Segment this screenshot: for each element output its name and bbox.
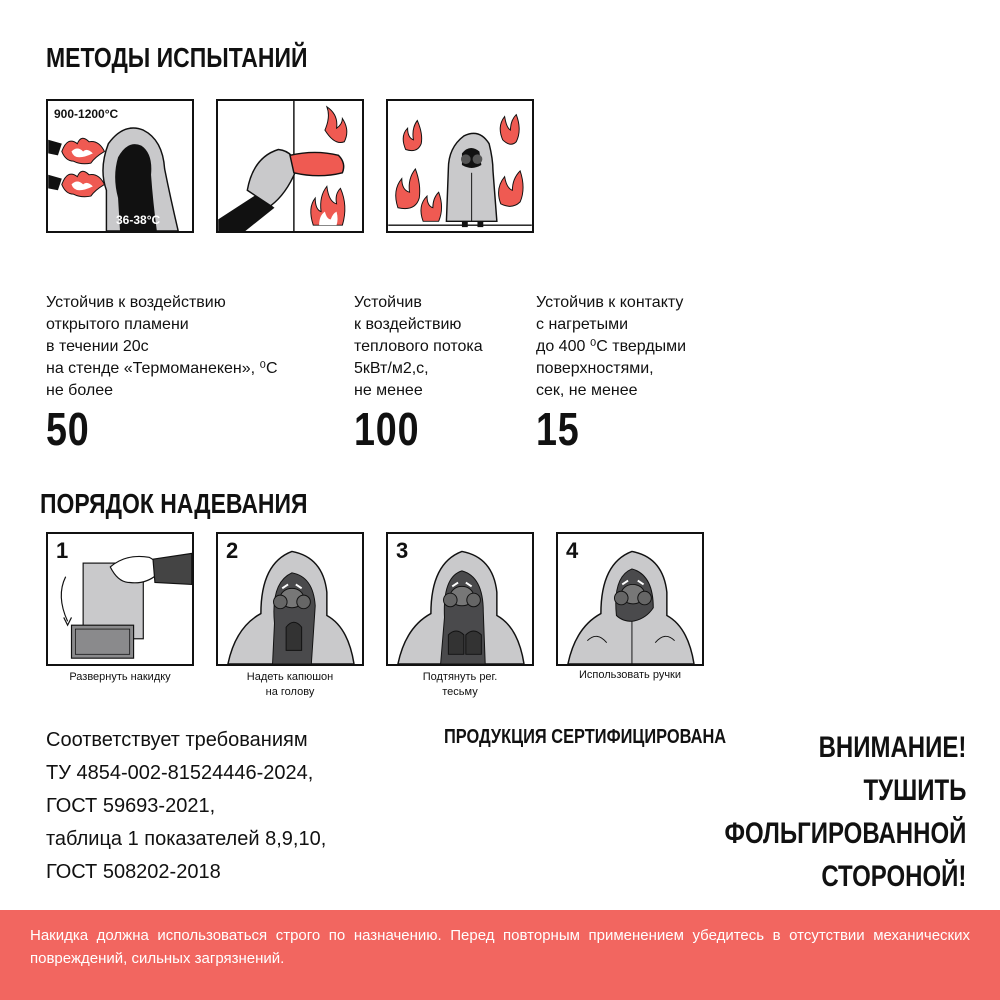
warning-line: ВНИМАНИЕ! (818, 731, 966, 764)
step-3-number: 3 (396, 538, 409, 563)
test-3-line: с нагретыми (536, 316, 629, 333)
test-panel-heat-flux (216, 99, 364, 233)
test-1-line: Устойчив к воздействию (46, 294, 226, 311)
flame-icon (48, 138, 104, 163)
temperature-body-label: 36-38°C (116, 213, 161, 227)
heat-flux-illustration (218, 101, 362, 231)
test-3-line: сек, не менее (536, 382, 638, 399)
caption-line: Подтянуть рег. (422, 671, 498, 683)
caption-line: на голову (265, 686, 315, 698)
caption-line: Развернуть накидку (69, 671, 171, 683)
test-1-line: на стенде «Термоманекен», ⁰С (46, 360, 278, 377)
compliance-standards (46, 724, 326, 889)
donning-step-3-panel (386, 532, 534, 666)
footer-banner (0, 910, 1000, 1000)
unfold-cloak-illustration (48, 534, 192, 664)
donning-title: ПОРЯДОК НАДЕВАНИЯ (40, 488, 308, 519)
donning-step-2-panel (216, 532, 364, 666)
footer-notice: Накидка должна использоваться строго по назначению. Перед повторным применением убедитесь в отсутствии механических повреждений, сильных загрязнений. (30, 927, 970, 967)
certified-label: ПРОДУКЦИЯ СЕРТИФИЦИРОВАНА (444, 726, 727, 748)
test-value-2: 100 (354, 403, 420, 455)
compliance-line: ТУ 4854-002-81524446-2024, (46, 762, 314, 784)
caption-line: Использовать ручки (578, 669, 682, 681)
donning-step-1-panel (46, 532, 194, 666)
test-1-line: открытого пламени (46, 316, 189, 333)
test-3-line: Устойчив к контакту (536, 294, 684, 311)
caption-line: тесьму (442, 686, 478, 698)
step-1-number: 1 (56, 538, 69, 563)
warning-block (664, 726, 966, 898)
contact-heat-illustration (388, 101, 532, 231)
test-panel-thermomannequin (46, 99, 194, 233)
test-methods-title: МЕТОДЫ ИСПЫТАНИЙ (46, 42, 308, 73)
compliance-line: таблица 1 показателей 8,9,10, (46, 828, 327, 850)
test-panel-contact-heat (386, 99, 534, 233)
step-1-caption (46, 670, 194, 685)
warning-line: ФОЛЬГИРОВАННОЙ (724, 817, 966, 850)
step-2-number: 2 (226, 538, 239, 563)
caption-line: Надеть капюшон (246, 671, 334, 683)
compliance-line: ГОСТ 508202-2018 (46, 861, 221, 883)
test-2-line: 5кВт/м2,с, (354, 360, 429, 377)
step-4-caption (556, 668, 704, 683)
step-2-caption (216, 670, 364, 700)
test-3-line: до 400 ⁰С твердыми (536, 338, 687, 355)
compliance-line: Соответствует требованиям (46, 729, 308, 751)
use-handles-illustration (558, 534, 702, 664)
test-value-1: 50 (46, 403, 90, 455)
temperature-hot-label: 900-1200°C (54, 107, 119, 121)
test-description-1 (46, 292, 278, 402)
test-1-line: в течении 20с (46, 338, 149, 355)
test-1-line: не более (46, 382, 114, 399)
test-3-line: поверхностями, (536, 360, 654, 377)
test-value-3: 15 (536, 403, 580, 455)
tighten-strap-illustration (388, 534, 532, 664)
test-description-2 (354, 292, 483, 402)
warning-line: СТОРОНОЙ! (820, 860, 966, 893)
put-on-hood-illustration (218, 534, 362, 664)
flame-icon (48, 171, 104, 196)
compliance-line: ГОСТ 59693-2021, (46, 795, 216, 817)
test-2-line: к воздействию (354, 316, 462, 333)
test-2-line: Устойчив (354, 294, 422, 311)
donning-step-4-panel (556, 532, 704, 666)
test-2-line: теплового потока (354, 338, 483, 355)
test-2-line: не менее (354, 382, 423, 399)
step-4-number: 4 (566, 538, 579, 563)
test-description-3 (536, 292, 686, 402)
warning-line: ТУШИТЬ (863, 774, 966, 807)
step-3-caption (386, 670, 534, 700)
